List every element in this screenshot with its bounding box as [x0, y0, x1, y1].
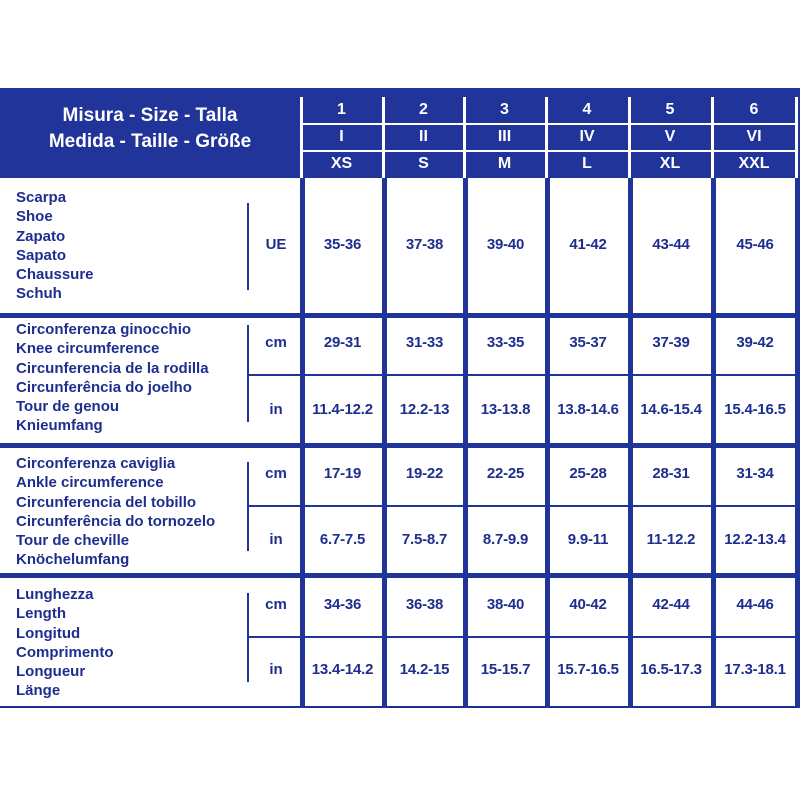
- size-value-cell: 12.2-13.4: [724, 531, 786, 548]
- size-value-cell: 6.7-7.5: [319, 531, 366, 548]
- header-size-number: 4: [582, 101, 592, 118]
- measurement-label-line: Circunferência do joelho: [16, 378, 192, 396]
- size-value-cell: 11.4-12.2: [312, 401, 373, 418]
- measurement-label-line: Sapato: [16, 246, 67, 264]
- measurement-label-line: Länge: [16, 682, 61, 700]
- size-value-cell: 17-19: [323, 465, 362, 482]
- measurement-label: [16, 188, 94, 304]
- section-divider: [0, 313, 800, 318]
- size-value-cell: 31-33: [405, 334, 444, 351]
- measurement-label-line: Tour de cheville: [16, 532, 130, 550]
- size-value-cell: 12.2-13: [399, 401, 450, 418]
- header-size-roman: II: [419, 128, 428, 145]
- header-size-letter: M: [497, 155, 512, 172]
- header-row-divider: [300, 150, 795, 152]
- header-size-roman: I: [339, 128, 344, 145]
- size-value-cell: 41-42: [569, 236, 607, 253]
- size-value-cell: 45-46: [736, 236, 774, 253]
- unit-label: in: [269, 661, 283, 678]
- title-line-2: Medida - Taille - Größe: [48, 131, 252, 152]
- measurement-label-line: Knöchelumfang: [16, 551, 130, 569]
- measurement-label-line: Scarpa: [16, 189, 67, 206]
- unit-row-divider: [249, 505, 795, 507]
- measurement-label-line: Circunferencia del tobillo: [16, 493, 197, 511]
- header-size-roman: V: [664, 128, 676, 145]
- measurement-label-line: Knieumfang: [16, 417, 103, 435]
- table-title: [0, 103, 300, 155]
- section-divider: [0, 573, 800, 578]
- measurement-label-line: Schuh: [16, 285, 62, 303]
- size-value-cell: 42-44: [652, 596, 690, 613]
- size-value-cell: 14.6-15.4: [640, 401, 702, 418]
- size-value-cell: 34-36: [323, 596, 362, 613]
- measurement-label-line: Ankle circumference: [16, 474, 164, 492]
- measurement-label-line: Circunferência do tornozelo: [16, 512, 216, 530]
- header-size-letter: XXL: [738, 155, 770, 172]
- size-value-cell: 13.8-14.6: [557, 401, 619, 418]
- size-value-cell: 44-46: [736, 596, 774, 613]
- measurement-label-line: Zapato: [16, 227, 66, 245]
- size-value-cell: 31-34: [736, 465, 774, 482]
- measurement-label-line: Circonferenza ginocchio: [16, 321, 192, 338]
- header-size-letter: S: [418, 155, 429, 172]
- size-value-cell: 36-38: [405, 596, 444, 613]
- measurement-label-line: Comprimento: [16, 643, 114, 661]
- label-bracket: [247, 203, 249, 290]
- size-value-cell: 9.9-11: [567, 531, 609, 548]
- size-value-cell: 37-39: [652, 334, 690, 351]
- size-value-cell: 35-37: [569, 334, 607, 351]
- section-divider: [0, 443, 800, 448]
- measurement-label-line: Knee circumference: [16, 340, 160, 358]
- size-value-cell: 16.5-17.3: [640, 661, 702, 678]
- header-size-letter: XS: [330, 155, 353, 172]
- measurement-label-line: Circunferencia de la rodilla: [16, 359, 209, 377]
- size-value-cell: 14.2-15: [399, 661, 450, 678]
- size-value-cell: 15-15.7: [480, 661, 531, 678]
- measurement-label: [16, 585, 114, 701]
- unit-label: cm: [265, 465, 287, 482]
- size-value-cell: 7.5-8.7: [401, 531, 448, 548]
- size-value-cell: 33-35: [486, 334, 525, 351]
- header-size-number: 6: [749, 101, 759, 118]
- size-value-cell: 43-44: [652, 236, 690, 253]
- header-size-letter: L: [582, 155, 592, 172]
- measurement-label-line: Chaussure: [16, 266, 94, 284]
- unit-label: cm: [265, 596, 287, 613]
- unit-label: cm: [265, 334, 287, 351]
- header-size-letter: XL: [659, 155, 681, 172]
- size-value-cell: 15.7-16.5: [557, 661, 619, 678]
- title-line-1: Misura - Size - Talla: [62, 105, 238, 126]
- size-value-cell: 22-25: [486, 465, 525, 482]
- size-value-cell: 39-40: [486, 236, 525, 253]
- size-value-cell: 28-31: [652, 465, 690, 482]
- measurement-label-line: Tour de genou: [16, 398, 120, 416]
- header-column-divider: [795, 97, 798, 178]
- header-size-roman: III: [497, 128, 512, 145]
- size-value-cell: 11-12.2: [646, 531, 696, 548]
- header-size-number: 5: [665, 101, 675, 118]
- unit-label: in: [269, 401, 283, 418]
- size-value-cell: 17.3-18.1: [724, 661, 786, 678]
- size-value-cell: 38-40: [486, 596, 525, 613]
- measurement-label-line: Shoe: [16, 208, 53, 226]
- measurement-label: [16, 320, 209, 436]
- measurement-label-line: Lunghezza: [16, 586, 94, 603]
- size-value-cell: 37-38: [405, 236, 444, 253]
- size-value-cell: 25-28: [569, 465, 607, 482]
- header-size-number: 1: [337, 101, 346, 118]
- size-value-cell: 13.4-14.2: [311, 661, 374, 678]
- header-size-roman: VI: [746, 128, 762, 145]
- unit-row-divider: [249, 636, 795, 638]
- unit-label: UE: [265, 236, 287, 253]
- unit-row-divider: [249, 374, 795, 376]
- size-value-cell: 15.4-16.5: [724, 401, 786, 418]
- size-value-cell: 39-42: [736, 334, 774, 351]
- measurement-label-line: Length: [16, 605, 66, 623]
- measurement-label: [16, 454, 215, 570]
- header-size-number: 3: [500, 101, 509, 118]
- header-size-roman: IV: [579, 128, 595, 145]
- size-value-cell: 29-31: [323, 334, 362, 351]
- size-value-cell: 40-42: [569, 596, 607, 613]
- size-value-cell: 8.7-9.9: [482, 531, 529, 548]
- size-value-cell: 13-13.8: [480, 401, 531, 418]
- header-row-divider: [300, 123, 795, 125]
- measurement-label-line: Circonferenza caviglia: [16, 455, 176, 472]
- header-size-number: 2: [419, 101, 428, 118]
- measurement-label-line: Longitud: [16, 624, 81, 642]
- size-value-cell: 35-36: [323, 236, 362, 253]
- measurement-label-line: Longueur: [16, 663, 86, 681]
- size-value-cell: 19-22: [405, 465, 444, 482]
- unit-label: in: [269, 531, 283, 548]
